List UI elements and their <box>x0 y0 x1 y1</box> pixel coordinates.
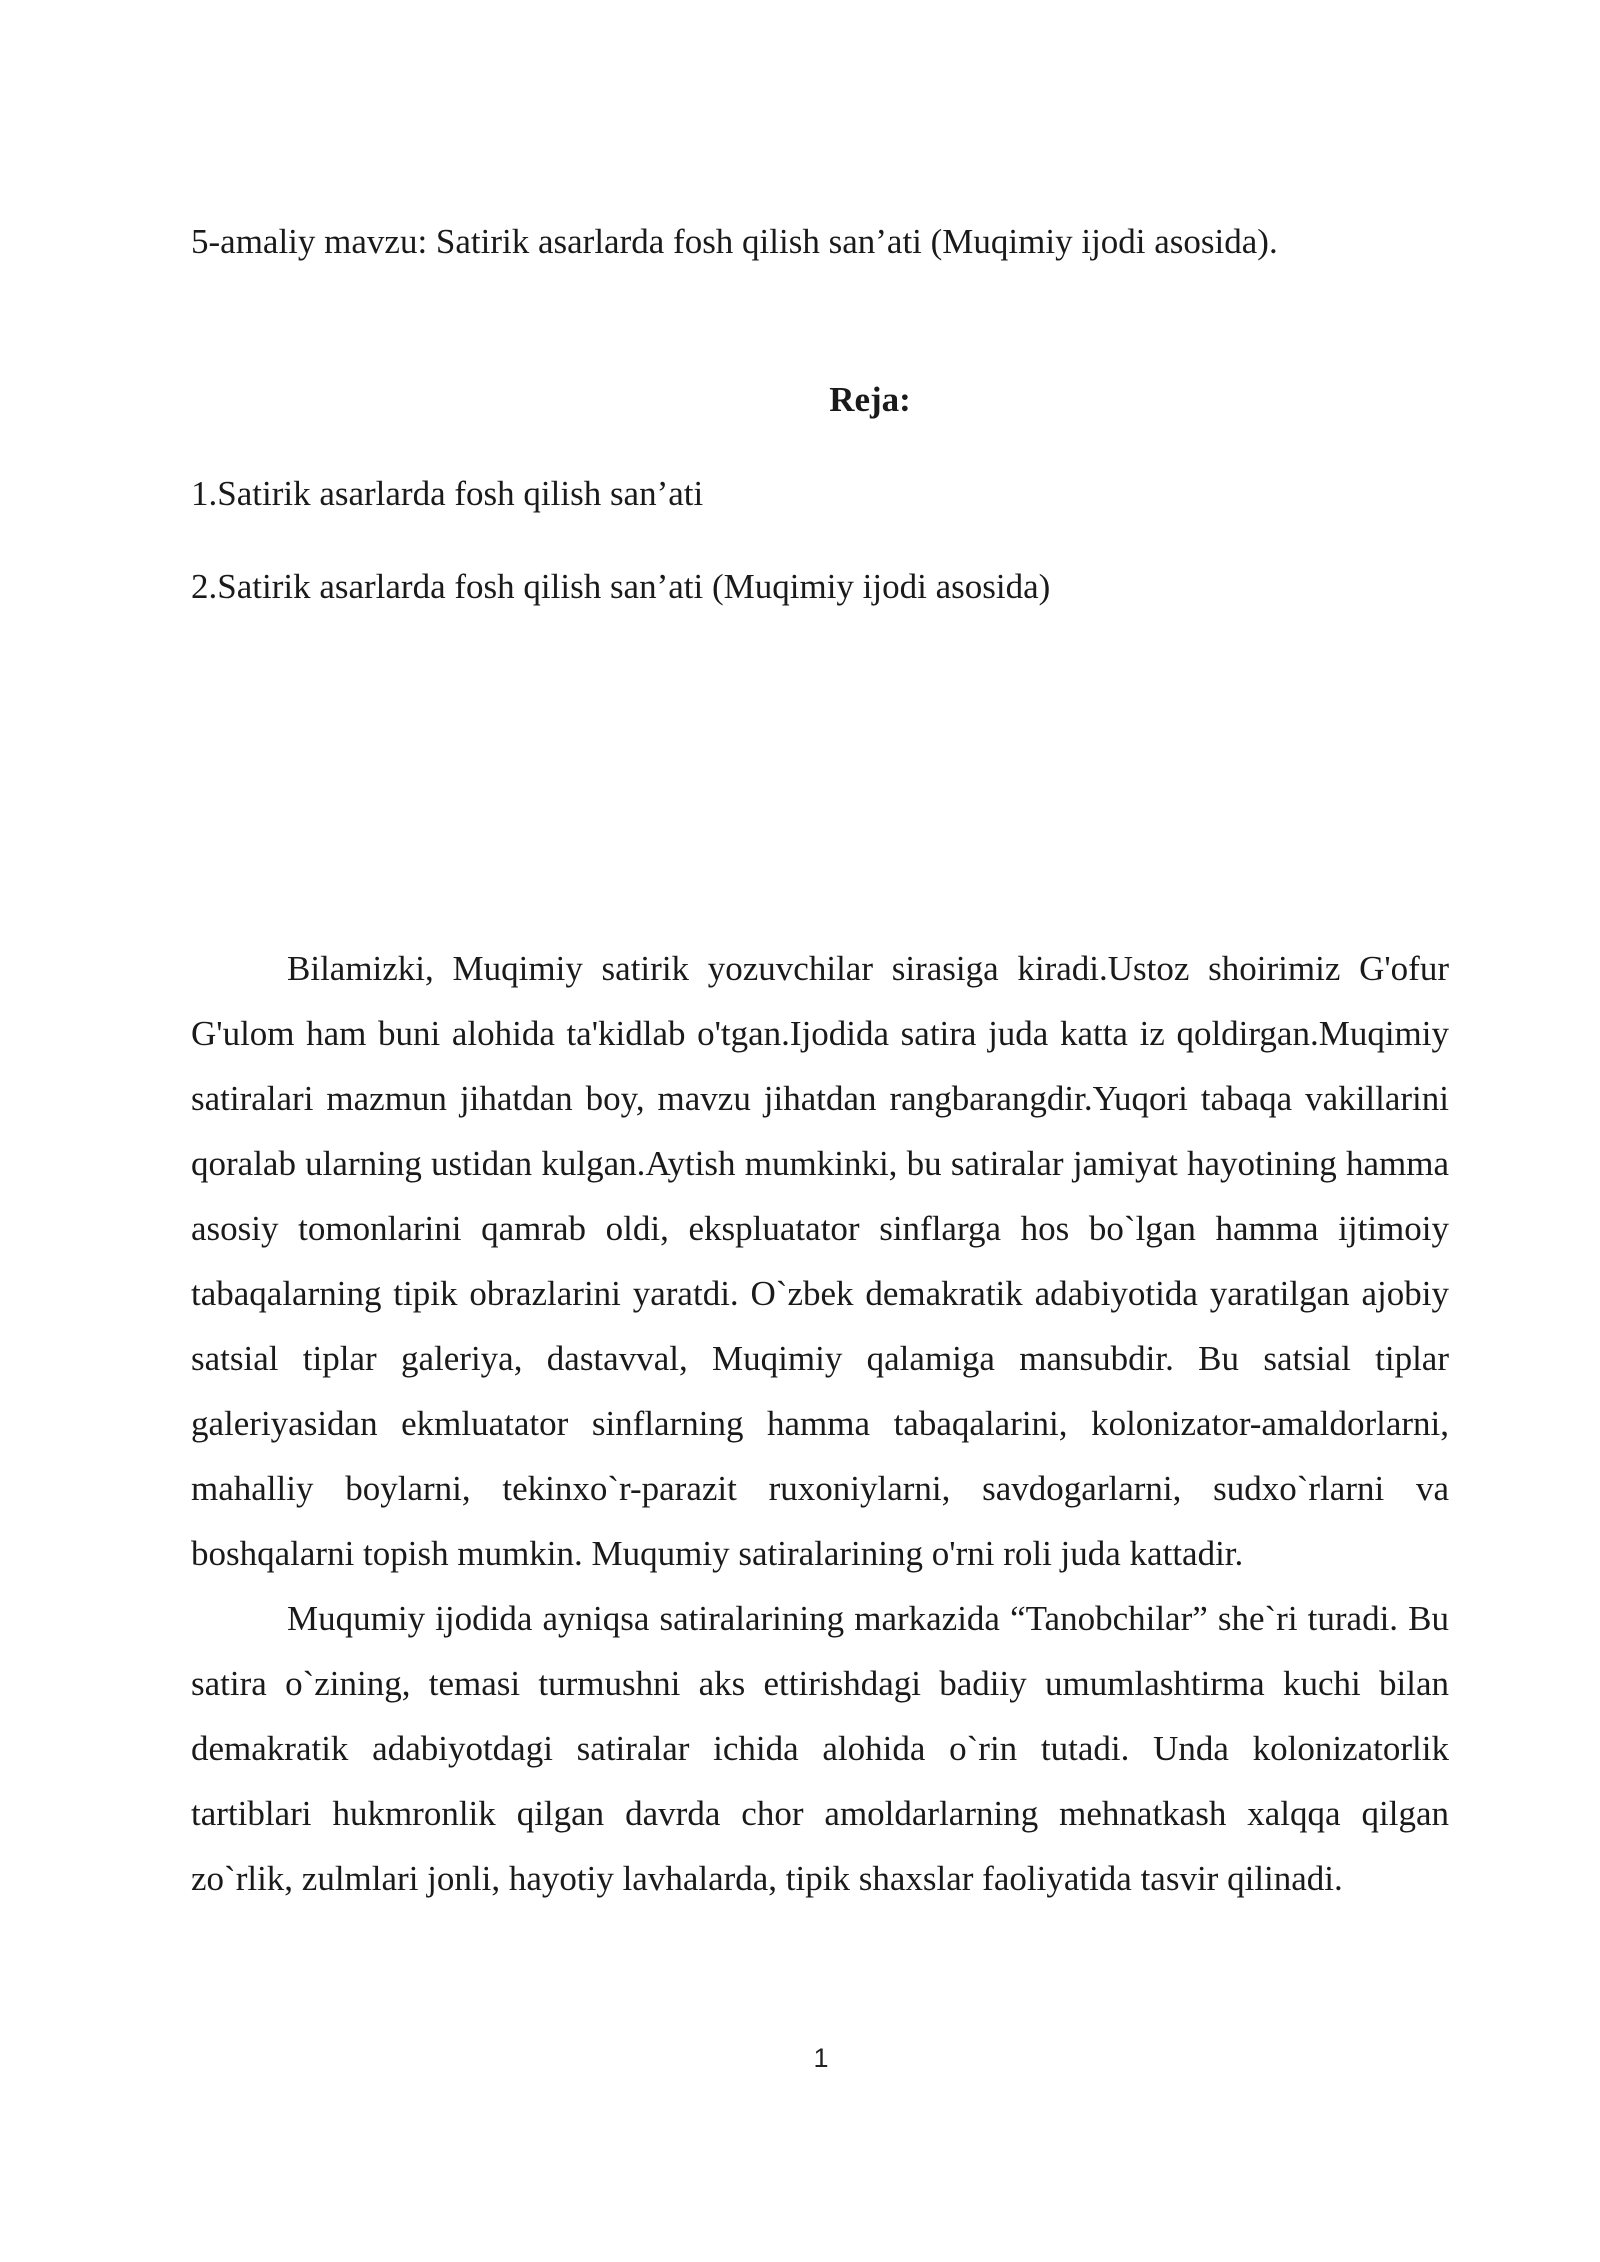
page-number: 1 <box>813 2043 829 2073</box>
body-paragraph-2: Muqumiy ijodida ayniqsa satiralarining markazida “Tanobchilar” she`ri turadi. Bu satira o`zining, temasi turmushni aks ettirishdagi badiiy umumlashtirma kuchi bilan demakratik adabiyotdagi satiralar ichida alohida o`rin tutadi. Unda kolonizatorlik tartiblari hukmronlik qilgan davrda chor amoldarlarning mehnatkash xalqqa qilgan zo`rlik, zulmlari jonli, hayotiy lavhalarda, tipik shaxslar faoliyatida tasvir qilinadi. <box>191 1599 1449 1898</box>
plan-item-1: 1.Satirik asarlarda fosh qilish san’ati <box>191 474 704 513</box>
plan-item-2: 2.Satirik asarlarda fosh qilish san’ati (Muqimiy ijodi asosida) <box>191 567 1051 606</box>
topic-title: 5-amaliy mavzu: Satirik asarlarda fosh qilish san’ati (Muqimiy ijodi asosida). <box>191 222 1278 261</box>
body-paragraph-1: Bilamizki, Muqimiy satirik yozuvchilar sirasiga kiradi.Ustoz shoirimiz G'ofur G'ulom ham buni alohida ta'kidlab o'tgan.Ijodida satira juda katta iz qoldirgan.Muqimiy satiralari mazmun jihatdan boy, mavzu jihatdan rangbarangdir.Yuqori tabaqa vakillarini qoralab ularning ustidan kulgan.Aytish mumkinki, bu satiralar jamiyat hayotining hamma asosiy tomonlarini qamrab oldi, ekspluatator sinflarga hos bo`lgan hamma ijtimoiy tabaqalarning tipik obrazlarini yaratdi. O`zbek demakratik adabiyotida yaratilgan ajobiy satsial tiplar galeriya, dastavval, Muqimiy qalamiga mansubdir. Bu satsial tiplar galeriyasidan ekmluatator sinflarning hamma tabaqalarini, kolonizator-amaldorlarni, mahalliy boylarni, tekinxo`r-parazit ruxoniylarni, savdogarlarni, sudxo`rlarni va boshqalarni topish mumkin. Muqumiy satiralarining o'rni roli juda kattadir. <box>191 949 1449 1573</box>
plan-heading: Reja: <box>829 380 911 419</box>
body-text <box>191 936 1449 1911</box>
